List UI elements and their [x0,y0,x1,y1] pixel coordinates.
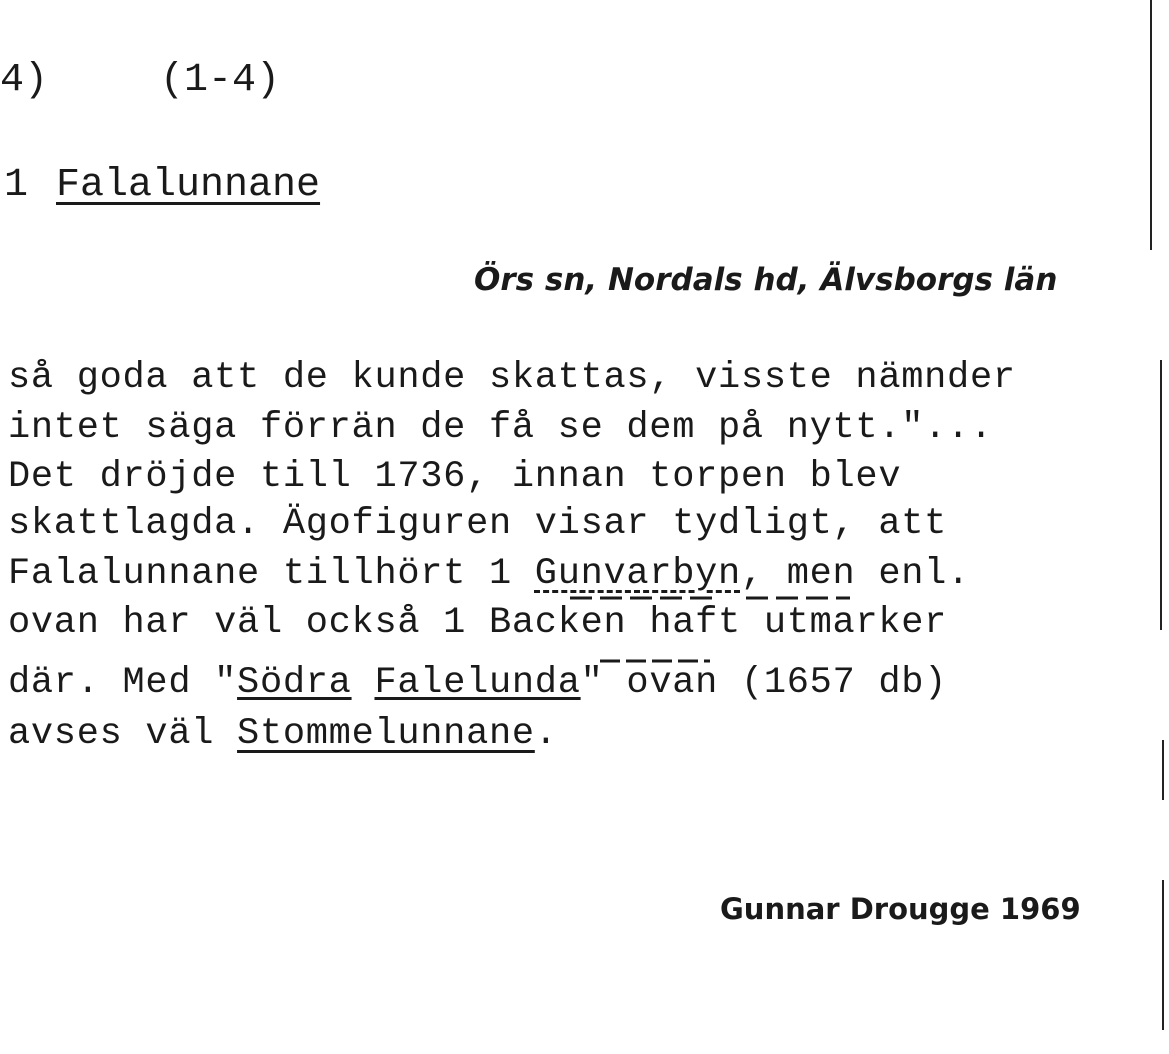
body-line [8,713,558,755]
body-line: Det dröjde till 1736, innan torpen blev [8,456,902,498]
body-line: intet säga förrän de få se dem på nytt."... [8,407,993,449]
body-line: så goda att de kunde skattas, visste nämnder [8,357,1016,399]
overline-marks [560,592,860,606]
underlined-place-name: Gunvarbyn [534,553,741,595]
reference-left: 4) [0,58,49,103]
author-signature: Gunnar Drougge 1969 [720,892,1081,926]
body-text-segment [352,662,375,704]
overlined-place-name: Backen [488,602,627,644]
body-text-segment: haft [649,602,741,644]
body-line [8,662,948,704]
overline-marks [600,656,720,668]
page-edge-line [1162,740,1164,800]
body-text-segment: utmarker [740,602,948,644]
underlined-place-name: Stommelunnane [237,713,535,755]
body-line [8,602,948,644]
body-line: skattlagda. Ägofiguren visar tydligt, att [8,503,948,545]
page-edge-line [1162,880,1164,1030]
page-edge-line [1150,0,1152,250]
location-line: Örs sn, Nordals hd, Älvsborgs län [474,262,1058,298]
body-text-segment: avses väl [8,713,238,755]
underlined-place-name: Södra [237,662,352,704]
body-text-segment: , men enl. [740,553,970,595]
body-text-segment [626,602,649,644]
reference-range: (1-4) [160,58,281,103]
body-text-segment: där. Med " [8,662,238,704]
entry-number: 1 [4,163,29,208]
body-text-segment: . [534,713,558,755]
underlined-place-name: Falelunda [374,662,581,704]
body-line [8,553,970,595]
body-text-segment: " ovan (1657 db) [580,662,948,704]
body-text-segment: ovan har väl också 1 [8,602,489,644]
entry-title: Falalunnane [56,163,321,208]
page-edge-line [1160,360,1162,630]
body-text-segment: Falalunnane tillhört 1 [8,553,535,595]
